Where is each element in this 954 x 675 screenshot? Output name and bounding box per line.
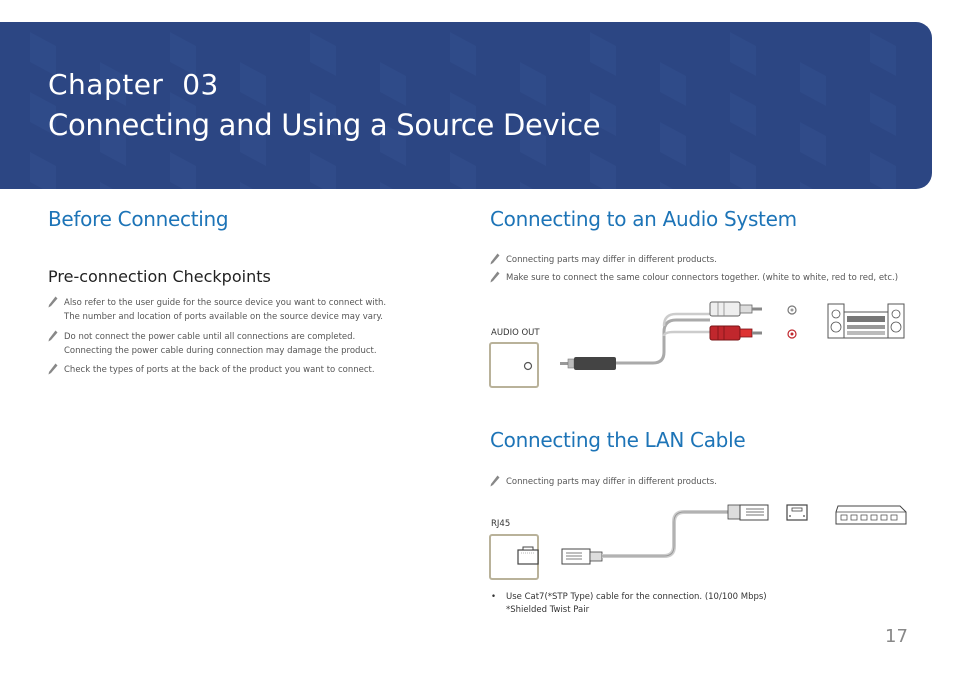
- note-line: The number and location of ports available on the source device may vary.: [64, 312, 383, 322]
- audio-out-label: AUDIO OUT: [491, 328, 540, 338]
- rj45-plug-icon: [728, 505, 768, 520]
- chapter-label: Chapter 03: [48, 68, 219, 101]
- rj45-label: RJ45: [491, 519, 511, 529]
- banner-pattern-tile: [870, 92, 896, 136]
- note-line: Do not connect the power cable until all connections are completed.: [64, 332, 356, 342]
- banner-pattern: [0, 22, 932, 189]
- banner-pattern-tile: [450, 152, 476, 189]
- banner-pattern-tile: [240, 62, 266, 106]
- banner-pattern-tile: [800, 62, 826, 106]
- banner-pattern-tile: [730, 152, 756, 189]
- chapter-title: Connecting and Using a Source Device: [48, 108, 601, 142]
- ethernet-port-icon: [518, 547, 538, 564]
- before-connecting-heading: Before Connecting: [48, 207, 229, 231]
- pen-note-icon: [490, 271, 500, 283]
- rca-red-plug-icon: [710, 326, 762, 340]
- note-line: Connecting parts may differ in different products.: [506, 255, 717, 265]
- pen-note-icon: [48, 330, 58, 342]
- banner-pattern-tile: [520, 62, 546, 106]
- bullet-line: *Shielded Twist Pair: [506, 605, 590, 615]
- banner-pattern-tile: [310, 152, 336, 189]
- note-item: [506, 271, 936, 285]
- banner-pattern-tile: [660, 182, 686, 189]
- banner-pattern-tile: [100, 182, 126, 189]
- banner-pattern-tile: [730, 92, 756, 136]
- page-number: 17: [885, 626, 908, 647]
- banner-pattern-tile: [870, 32, 896, 76]
- note-line: Also refer to the user guide for the source device you want to connect with.: [64, 298, 387, 308]
- banner-pattern-tile: [240, 182, 266, 189]
- banner-pattern-tile: [170, 152, 196, 189]
- lan-cable-heading: Connecting the LAN Cable: [490, 428, 746, 452]
- note-item: [506, 253, 926, 267]
- banner-pattern-tile: [380, 182, 406, 189]
- banner-pattern-tile: [870, 152, 896, 189]
- note-item: [64, 296, 404, 324]
- note-item: [64, 330, 404, 358]
- banner-pattern-tile: [590, 32, 616, 76]
- audio-jack-icon: [525, 363, 532, 370]
- note-line: Connecting parts may differ in different products.: [506, 477, 717, 487]
- bullet-line: Use Cat7(*STP Type) cable for the connection. (10/100 Mbps): [506, 592, 767, 602]
- banner-pattern-tile: [800, 122, 826, 166]
- pen-note-icon: [48, 296, 58, 308]
- ethernet-port-icon: [787, 505, 807, 520]
- note-item: [506, 475, 926, 489]
- note-line: Make sure to connect the same colour connectors together. (white to white, red to red, etc.): [506, 273, 899, 283]
- rj45-plug-icon: [562, 549, 602, 564]
- banner-pattern-tile: [800, 182, 826, 189]
- banner-pattern-tile: [310, 32, 336, 76]
- bullet-dot: •: [491, 592, 497, 602]
- banner-pattern-tile: [660, 62, 686, 106]
- audio-cable: [616, 320, 710, 363]
- note-item: [64, 363, 404, 377]
- pre-connection-checkpoints-heading: Pre-connection Checkpoints: [48, 267, 271, 286]
- stereo-plug-icon: [560, 357, 616, 370]
- rca-white-plug-icon: [710, 302, 762, 316]
- pen-note-icon: [48, 363, 58, 375]
- banner-pattern-tile: [660, 122, 686, 166]
- banner-pattern-tile: [380, 62, 406, 106]
- note-line: Connecting the power cable during connection may damage the product.: [64, 346, 377, 356]
- lan-connection-diagram: [488, 498, 918, 584]
- audio-system-heading: Connecting to an Audio System: [490, 207, 797, 231]
- chapter-banner: [0, 22, 932, 189]
- banner-pattern-tile: [450, 32, 476, 76]
- banner-pattern-tile: [730, 32, 756, 76]
- banner-pattern-tile: [590, 152, 616, 189]
- audio-connection-diagram: [488, 296, 918, 392]
- network-switch-icon: [836, 506, 906, 524]
- note-line: Check the types of ports at the back of the product you want to connect.: [64, 365, 375, 375]
- lan-cable: [602, 512, 728, 556]
- pen-note-icon: [490, 253, 500, 265]
- pen-note-icon: [490, 475, 500, 487]
- banner-pattern-tile: [520, 182, 546, 189]
- bullet-item: [491, 591, 906, 617]
- stereo-system-icon: [828, 304, 904, 338]
- banner-pattern-tile: [30, 152, 56, 189]
